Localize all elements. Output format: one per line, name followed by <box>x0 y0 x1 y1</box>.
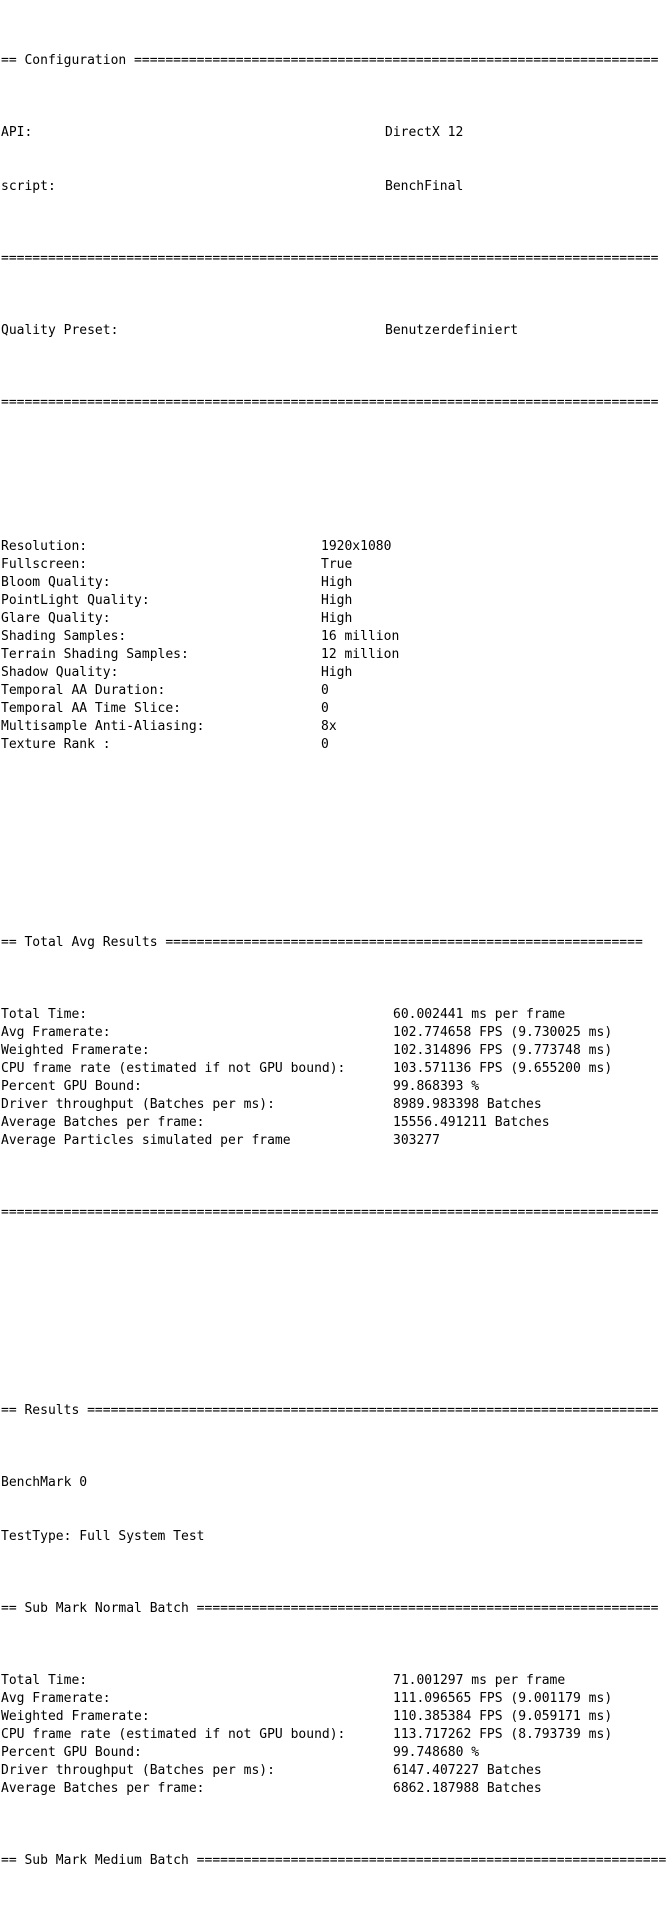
submark-row-key: Percent GPU Bound: <box>1 1745 142 1760</box>
setting-row-key: Multisample Anti-Aliasing: <box>1 719 205 734</box>
separator-rule: ==================================================================================== <box>1 251 659 266</box>
submark-row-key: Total Time: <box>1 1673 88 1688</box>
setting-row-key: Shading Samples: <box>1 629 127 644</box>
setting-row-value: 8x <box>321 719 337 734</box>
submark-row-value: 99.748680 % <box>393 1745 480 1760</box>
submark-row-value: 111.096565 FPS (9.001179 ms) <box>393 1691 613 1706</box>
setting-row <box>1 664 629 682</box>
config-key: script: <box>1 179 56 194</box>
submark-header: == Sub Mark Normal Batch =========================================================== <box>1 1601 659 1616</box>
submark-block <box>1 1672 629 1798</box>
setting-row <box>1 538 629 556</box>
results-header: == Results ========================================================================= <box>1 1403 659 1418</box>
total-header-line <box>1 934 643 952</box>
total-row-value: 102.774658 FPS (9.730025 ms) <box>393 1025 613 1040</box>
setting-row <box>1 736 629 754</box>
setting-row-key: Fullscreen: <box>1 557 88 572</box>
setting-row-value: 12 million <box>321 647 400 662</box>
separator-rule: ==================================================================================== <box>1 395 659 410</box>
config-row-api <box>1 124 629 142</box>
rule-line <box>1 250 659 268</box>
total-row <box>1 1114 629 1132</box>
benchmark-label: BenchMark 0 <box>1 1475 88 1490</box>
total-row <box>1 1132 629 1150</box>
submark-row <box>1 1780 629 1798</box>
setting-row-value: 0 <box>321 737 329 752</box>
total-row <box>1 1078 629 1096</box>
total-header: == Total Avg Results ============================================================= <box>1 935 643 950</box>
setting-row-value: High <box>321 575 353 590</box>
benchmark-line <box>1 1474 629 1492</box>
total-row <box>1 1060 629 1078</box>
config-key: API: <box>1 125 33 140</box>
total-row-key: Avg Framerate: <box>1 1025 111 1040</box>
config-row-script <box>1 178 629 196</box>
setting-row-key: Texture Rank : <box>1 737 111 752</box>
setting-row-value: True <box>321 557 353 572</box>
submark-row-key: Average Batches per frame: <box>1 1781 205 1796</box>
setting-row-key: Glare Quality: <box>1 611 111 626</box>
submark-row <box>1 1744 629 1762</box>
total-block <box>1 1006 629 1150</box>
setting-row-value: 0 <box>321 683 329 698</box>
setting-row-key: Shadow Quality: <box>1 665 119 680</box>
total-row <box>1 1024 629 1042</box>
setting-row-key: Terrain Shading Samples: <box>1 647 189 662</box>
total-row-value: 60.002441 ms per frame <box>393 1007 566 1022</box>
submark-row-value: 113.717262 FPS (8.793739 ms) <box>393 1727 613 1742</box>
setting-row <box>1 682 629 700</box>
submark-header-line <box>1 1600 659 1618</box>
setting-row <box>1 556 629 574</box>
setting-row <box>1 574 629 592</box>
blank-line <box>1 808 629 826</box>
config-value: DirectX 12 <box>385 125 464 140</box>
submark-row <box>1 1762 629 1780</box>
setting-row <box>1 700 629 718</box>
quality-preset-key: Quality Preset: <box>1 323 119 338</box>
total-row-value: 15556.491211 Batches <box>393 1115 550 1130</box>
setting-row-value: High <box>321 593 353 608</box>
blank-line <box>1 1330 629 1348</box>
setting-row-value: 16 million <box>321 629 400 644</box>
setting-row-value: 1920x1080 <box>321 539 392 554</box>
submark-row-key: Driver throughput (Batches per ms): <box>1 1763 275 1778</box>
submark-row-key: Weighted Framerate: <box>1 1709 150 1724</box>
total-row-key: CPU frame rate (estimated if not GPU bound): <box>1 1061 346 1076</box>
blank-line <box>1 466 629 484</box>
total-row-value: 99.868393 % <box>393 1079 480 1094</box>
test-type-line <box>1 1528 629 1546</box>
results-header-line <box>1 1402 659 1420</box>
submark-row <box>1 1690 629 1708</box>
config-header: == Configuration =================================================================== <box>1 53 659 68</box>
submark-row <box>1 1726 629 1744</box>
rule-line <box>1 394 659 412</box>
submark-row <box>1 1708 629 1726</box>
benchmark-log <box>1 0 666 1906</box>
setting-row-key: Bloom Quality: <box>1 575 111 590</box>
setting-row <box>1 646 629 664</box>
total-row-key: Average Batches per frame: <box>1 1115 205 1130</box>
setting-row-value: 0 <box>321 701 329 716</box>
total-row-key: Driver throughput (Batches per ms): <box>1 1097 275 1112</box>
config-value: BenchFinal <box>385 179 464 194</box>
setting-row <box>1 592 629 610</box>
setting-row <box>1 718 629 736</box>
separator-rule: ==================================================================================== <box>1 1205 659 1220</box>
submark-row-value: 6147.407227 Batches <box>393 1763 542 1778</box>
total-row-key: Percent GPU Bound: <box>1 1079 142 1094</box>
setting-row <box>1 628 629 646</box>
submark-row-key: Avg Framerate: <box>1 1691 111 1706</box>
setting-row <box>1 610 629 628</box>
total-row-value: 102.314896 FPS (9.773748 ms) <box>393 1043 613 1058</box>
submark-row-value: 71.001297 ms per frame <box>393 1673 566 1688</box>
quality-preset-row <box>1 322 629 340</box>
submark-row-value: 110.385384 FPS (9.059171 ms) <box>393 1709 613 1724</box>
setting-row-key: Resolution: <box>1 539 88 554</box>
blank-line <box>1 1276 629 1294</box>
total-row <box>1 1042 629 1060</box>
submark-row-key: CPU frame rate (estimated if not GPU bound): <box>1 1727 346 1742</box>
rule-line <box>1 1204 659 1222</box>
test-type-label: TestType: Full System Test <box>1 1529 205 1544</box>
blank-line <box>1 862 629 880</box>
submark-row <box>1 1672 629 1690</box>
total-row-key: Total Time: <box>1 1007 88 1022</box>
next-submark-header: == Sub Mark Medium Batch ============================================================ <box>1 1853 666 1868</box>
setting-row-value: High <box>321 665 353 680</box>
total-row-value: 8989.983398 Batches <box>393 1097 542 1112</box>
setting-row-key: Temporal AA Duration: <box>1 683 166 698</box>
next-header-line <box>1 1852 666 1870</box>
setting-row-value: High <box>321 611 353 626</box>
total-row <box>1 1096 629 1114</box>
config-header-line <box>1 52 659 70</box>
quality-preset-value: Benutzerdefiniert <box>385 323 519 338</box>
total-row <box>1 1006 629 1024</box>
total-row-value: 303277 <box>393 1133 440 1148</box>
submark-row-value: 6862.187988 Batches <box>393 1781 542 1796</box>
setting-row-key: Temporal AA Time Slice: <box>1 701 182 716</box>
setting-row-key: PointLight Quality: <box>1 593 150 608</box>
total-row-value: 103.571136 FPS (9.655200 ms) <box>393 1061 613 1076</box>
settings-block <box>1 538 629 754</box>
total-row-key: Average Particles simulated per frame <box>1 1133 291 1148</box>
total-row-key: Weighted Framerate: <box>1 1043 150 1058</box>
